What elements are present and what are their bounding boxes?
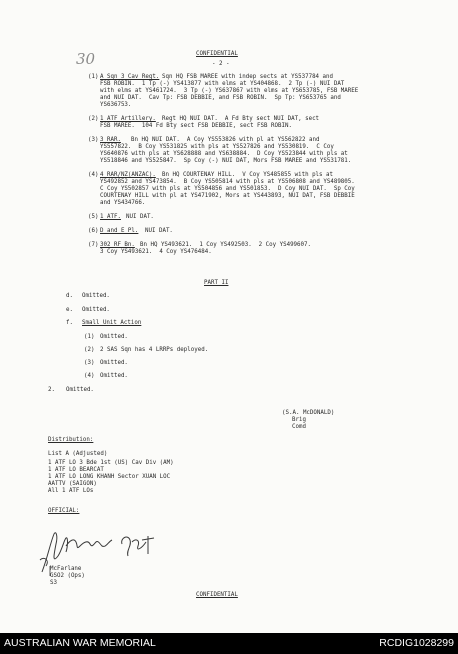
distribution-list-name: List A (Adjusted) (48, 451, 108, 457)
sub-item-text: Omitted. (100, 334, 128, 340)
para-line: YS557822. B Coy YS531825 with pls at YS527826 and YS530819. C Coy (100, 144, 334, 150)
sub-item-label: (1) (84, 334, 95, 340)
para-line: Regt HQ NUI DAT. A Fd Bty sect NUI DAT, sect (162, 116, 320, 122)
distribution-line: 1 ATF LO LONG KHANH Sector XUAN LOC (48, 474, 171, 480)
para-number: (7) (88, 242, 99, 248)
classification-top: CONFIDENTIAL (196, 51, 238, 57)
para-line: and YS434766. (100, 200, 146, 206)
item-text: Omitted. (82, 307, 110, 313)
para-line: FSB MAREE. 104 Fd Bty sect FSB DEBBIE, sect FSB ROBIN. (100, 123, 292, 129)
item-text: Small Unit Action (82, 320, 142, 326)
para-heading: 302 RF Bn. (100, 242, 135, 248)
para-line: Sqn HQ FSB MAREE with indep sects at YS537784 and (162, 74, 334, 80)
sub-item-label: (4) (84, 373, 95, 379)
para-number: (4) (88, 172, 99, 178)
item-label: 2. (48, 387, 55, 393)
para-number: (2) (88, 116, 99, 122)
para-heading: 1 ATF Artillery. (100, 116, 156, 122)
para-line: YS518846 and YS525847. Sp Coy (-) NUI DAT, Mors FSB MAREE and YS531781. (100, 158, 352, 164)
sub-item-text: Omitted. (100, 360, 128, 366)
official-role: GSO2 (Ops) (50, 573, 85, 579)
archive-footer-bar (0, 633, 458, 654)
para-heading: A Sqn 3 Cav Regt. (100, 74, 160, 80)
sub-item-label: (3) (84, 360, 95, 366)
item-text: Omitted. (66, 387, 94, 393)
para-line: 3 Coy YS493621. 4 Coy YS476484. (100, 249, 212, 255)
para-line: YS492852 and YS473854. B Coy YS505814 with pls at YS506808 and YS489805. (100, 179, 355, 185)
part-heading: PART II (204, 280, 229, 286)
para-heading: 1 ATF. (100, 214, 121, 220)
para-line: FSB ROBIN. 1 Tp (-) YS413877 with elms at YS404868. 2 Tp (-) NUI DAT (100, 81, 345, 87)
distribution-line: All 1 ATF LOs (48, 488, 94, 494)
archive-name: AUSTRALIAN WAR MEMORIAL (4, 637, 156, 649)
handwritten-page-number: 30 (76, 50, 96, 68)
para-line: NUI DAT. (145, 228, 173, 234)
signatory-name: (S.A. McDONALD) (282, 410, 335, 416)
para-line: NUI DAT. (126, 214, 154, 220)
page-marker: - 2 - (212, 61, 230, 67)
sub-item-text: Omitted. (100, 373, 128, 379)
para-heading: 4 RAR/NZ(ANZAC). (100, 172, 156, 178)
para-number: (1) (88, 74, 99, 80)
para-line: C Coy YS502857 with pls at YS504856 and YS501853. D Coy NUI DAT. Sp Coy (100, 186, 355, 192)
para-line: YS636753. (100, 102, 132, 108)
signatory-role: Comd (292, 424, 306, 430)
para-line: COURTENAY HILL with pl at YS471902, Mors at YS443893, NUI DAT, FSB DEBBIE (100, 193, 355, 199)
item-label: f. (66, 320, 73, 326)
para-line: Bn HQ COURTENAY HILL. V Coy YS485855 with pls at (162, 172, 334, 178)
signatory-rank: Brig (292, 417, 306, 423)
distribution-line: AATTV (SAIGON) (48, 481, 97, 487)
para-number: (6) (88, 228, 99, 234)
para-line: YS640876 with pls at YS628888 and YS638884. D Coy YS523844 with pls at (100, 151, 348, 157)
para-heading: 3 RAR. (100, 137, 121, 143)
para-line: Bn HQ NUI DAT. A Coy YS553826 with pl at YS562822 and (131, 137, 320, 143)
distribution-line: 1 ATF LO BEARCAT (48, 467, 104, 473)
para-number: (3) (88, 137, 99, 143)
item-text: Omitted. (82, 293, 110, 299)
para-line: with elms at YS461724. 3 Tp (-) YS637867 with elms at YS653785, FSB MAREE (100, 88, 359, 94)
official-code: S3 (50, 580, 57, 586)
para-line: and NUI DAT. Cav Tp: FSB DEBBIE, and FSB ROBIN. Sp Tp: YS653765 and (100, 95, 341, 101)
distribution-heading: Distribution: (48, 437, 94, 443)
distribution-line: 1 ATF LO 3 Bde 1st (US) Cav Div (AM) (48, 460, 174, 466)
classification-bottom: CONFIDENTIAL (196, 592, 238, 598)
official-name: McFarlane (50, 566, 82, 572)
item-label: d. (66, 293, 73, 299)
para-number: (5) (88, 214, 99, 220)
sub-item-text: 2 SAS Sqn has 4 LRRPs deployed. (100, 347, 209, 353)
para-heading: D and E Pl. (100, 228, 139, 234)
para-line: Bn HQ YS493621. 1 Coy YS492503. 2 Coy YS499607. (140, 242, 312, 248)
archive-reference: RCDIG1028299 (379, 637, 454, 649)
sub-item-label: (2) (84, 347, 95, 353)
official-heading: OFFICIAL: (48, 508, 80, 514)
item-label: e. (66, 307, 73, 313)
